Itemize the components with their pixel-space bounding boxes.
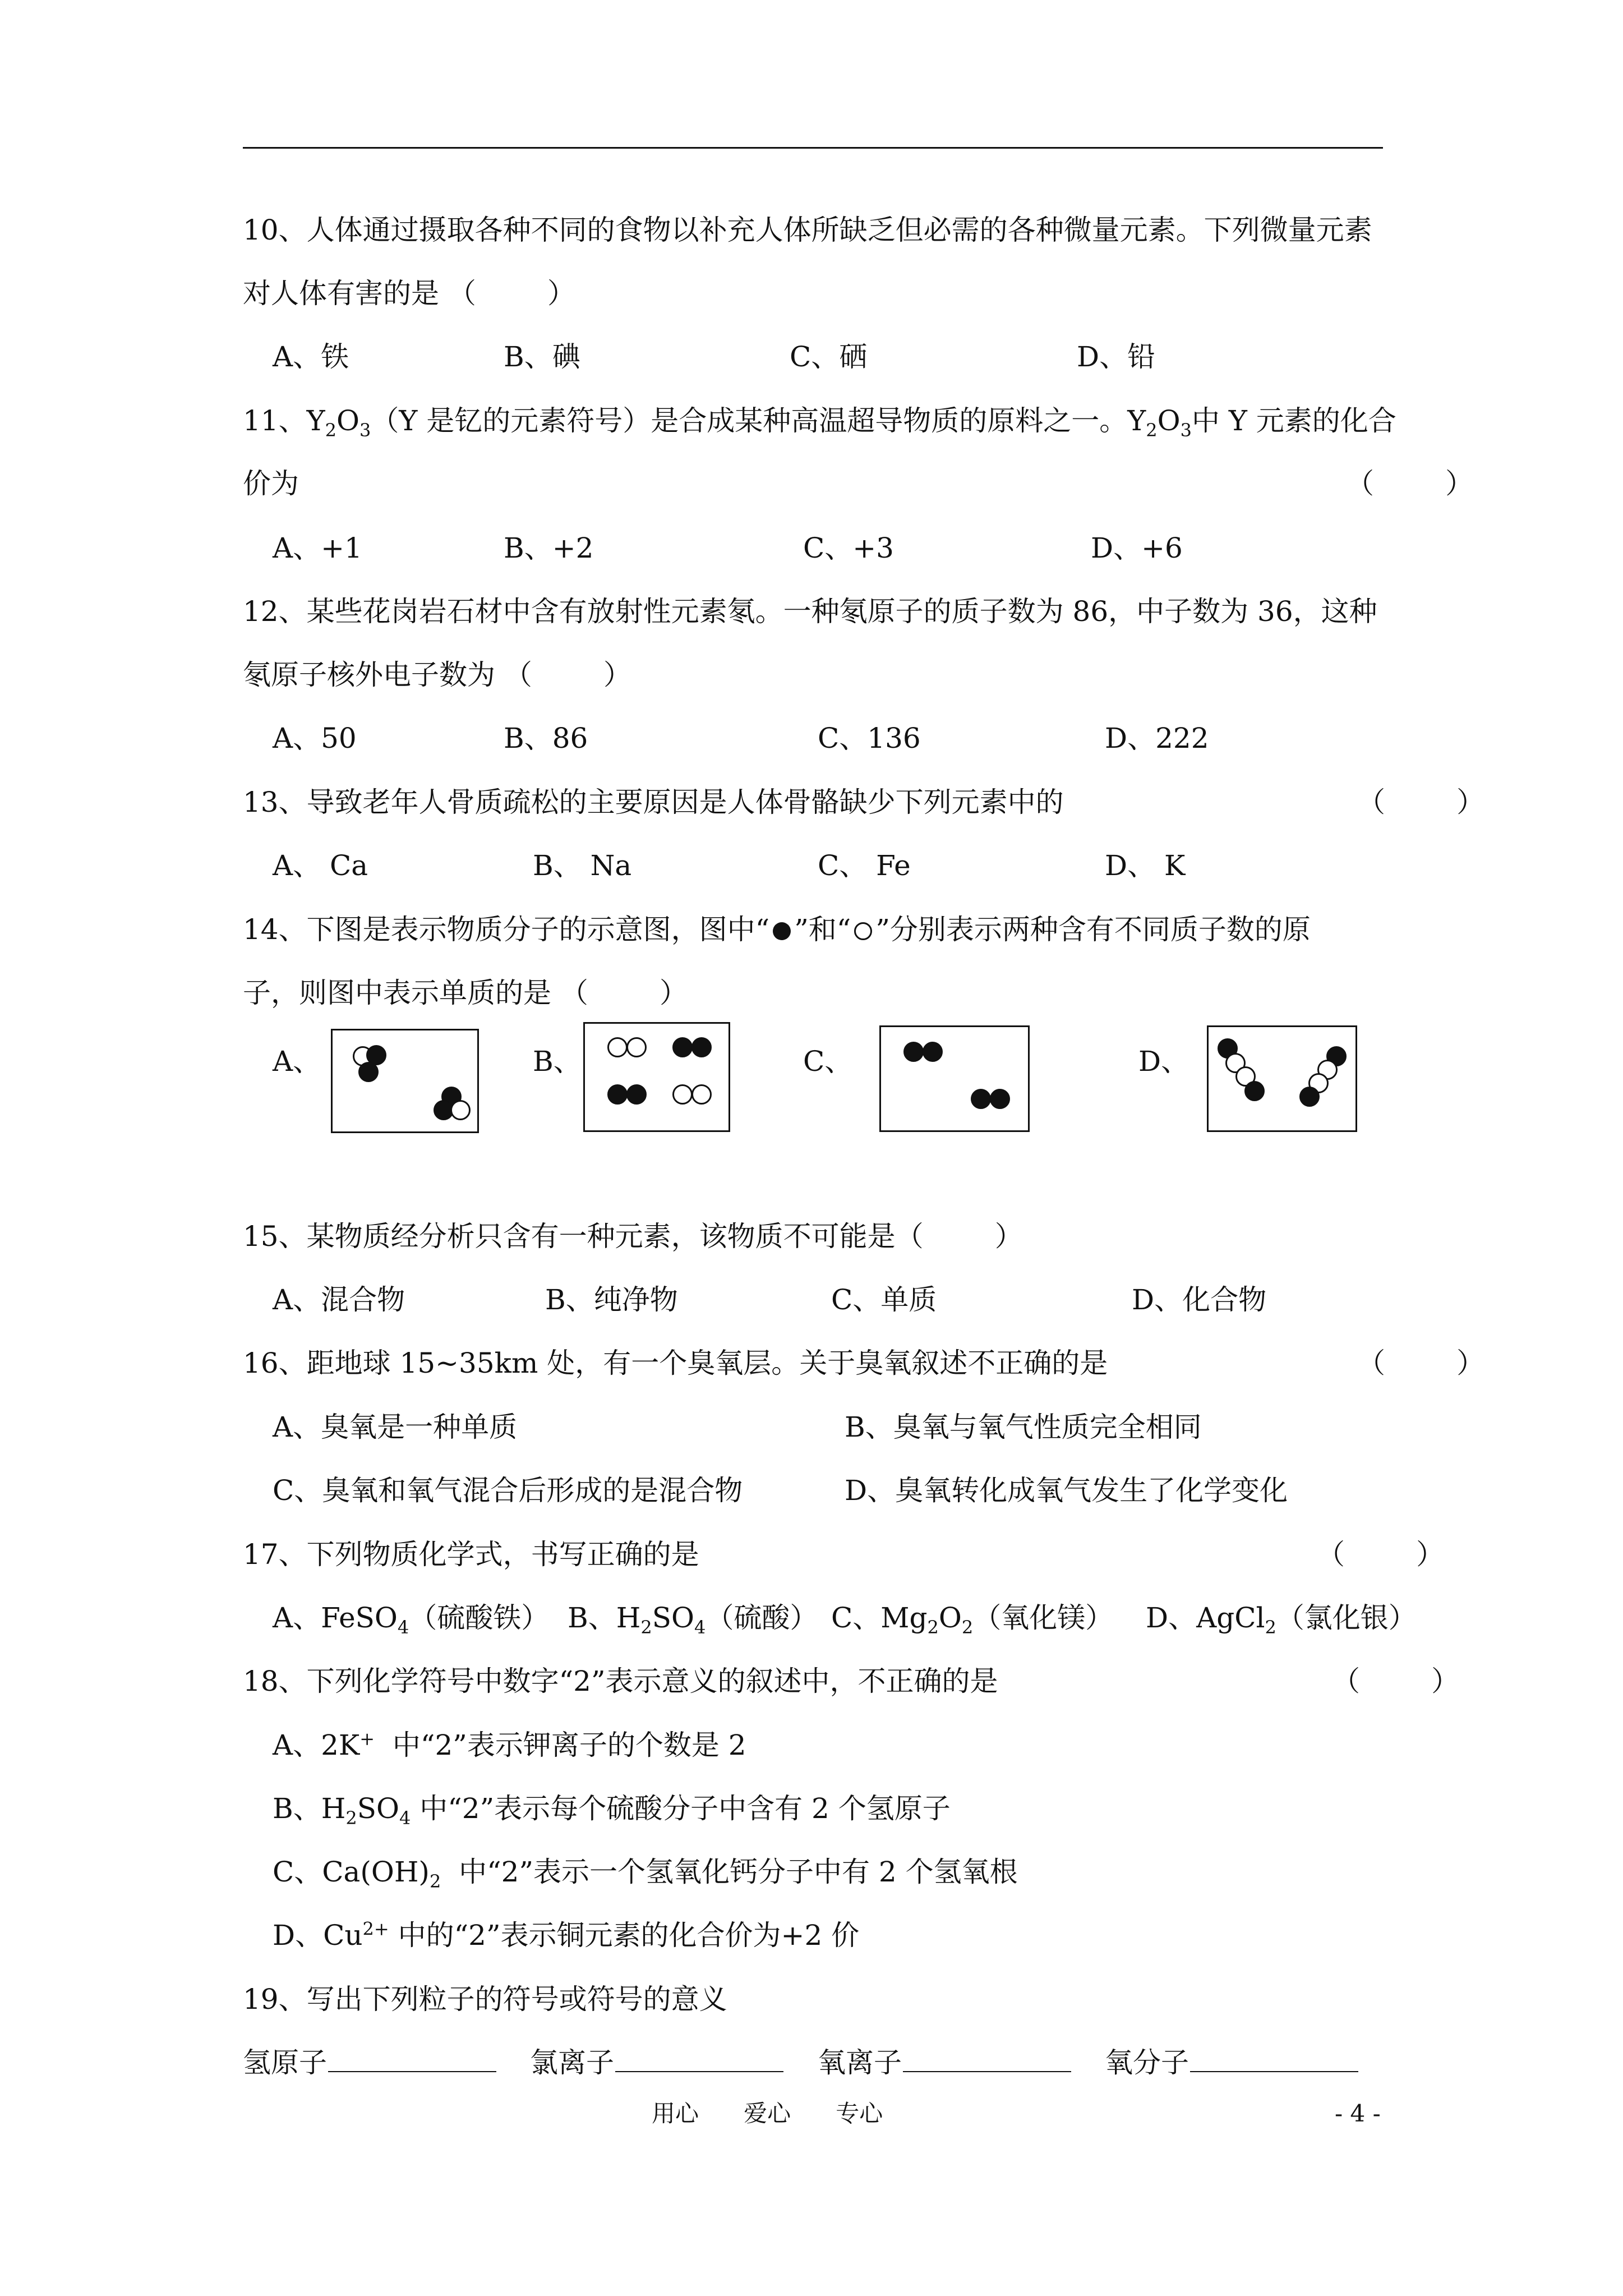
filled-atom — [672, 1037, 693, 1057]
hollow-atom-icon — [854, 922, 872, 940]
q12-line1: 12、某些花岗岩石材中含有放射性元素氡。一种氡原子的质子数为 86，中子数为 36，这种 — [243, 595, 1377, 628]
q14-diagram-c — [879, 1025, 1030, 1132]
filled-atom — [990, 1089, 1010, 1109]
q12-option-c: C、136 — [818, 722, 921, 754]
answer-blank[interactable] — [903, 2049, 1071, 2072]
filled-atom — [607, 1084, 628, 1105]
hollow-atom — [672, 1084, 693, 1105]
q10-line1: 10、人体通过摄取各种不同的食物以补充人体所缺乏但必需的各种微量元素。下列微量元素 — [243, 214, 1372, 246]
q17-option-a: A、FeSO$_4$（硫酸铁） — [273, 1602, 550, 1638]
q14-diagram-a — [331, 1029, 479, 1133]
q18-answer-paren: （ ） — [1332, 1665, 1460, 1697]
header-rule — [243, 147, 1383, 149]
q12-option-d: D、222 — [1105, 722, 1209, 754]
q14-diagram-b — [583, 1022, 730, 1132]
filled-atom — [1244, 1081, 1265, 1101]
q16-option-c: C、臭氧和氧气混合后形成的是混合物 — [273, 1474, 743, 1507]
q15-option-d: D、化合物 — [1132, 1283, 1267, 1316]
q12-option-a: A、50 — [273, 722, 357, 754]
answer-blank[interactable] — [1190, 2049, 1358, 2072]
filled-atom — [691, 1037, 712, 1057]
filled-atom — [626, 1084, 647, 1105]
q19-field-chloride-ion: 氯离子 — [530, 2045, 783, 2081]
filled-atom-icon — [773, 922, 791, 940]
q11-option-a: A、+1 — [273, 532, 362, 564]
q18-option-a: A、2K+ 中“2”表示钾离子的个数是 2 — [273, 1728, 746, 1761]
filled-atom — [358, 1062, 379, 1082]
q10-option-d: D、铅 — [1077, 341, 1156, 373]
q19-field-hydrogen-atom: 氢原子 — [243, 2045, 496, 2081]
filled-atom — [1299, 1087, 1320, 1107]
filled-atom — [903, 1042, 924, 1062]
q16-answer-paren: （ ） — [1357, 1347, 1485, 1379]
q18-option-c: C、$Ca(OH)_2$ 中“2”表示一个氢氧化钙分子中有 2 个氢氧根 — [273, 1856, 1018, 1892]
q14-line2: 子，则图中表示单质的是 （ ） — [243, 977, 688, 1009]
q15-option-a: A、混合物 — [273, 1283, 405, 1316]
q19-field-oxygen-molecule: 氧分子 — [1105, 2045, 1358, 2081]
q19-line1: 19、写出下列粒子的符号或符号的意义 — [243, 1983, 727, 2016]
hollow-atom — [450, 1100, 471, 1120]
q10-option-c: C、硒 — [790, 341, 868, 373]
q11-option-b: B、+2 — [504, 532, 594, 564]
page-number: - 4 - — [1335, 2100, 1381, 2127]
q16-option-b: B、臭氧与氧气性质完全相同 — [845, 1411, 1202, 1443]
q14-line1: 14、下图是表示物质分子的示意图，图中“ ”和“ ”分别表示两种含有不同质子数的原 — [243, 913, 1311, 946]
q17-option-d: D、AgCl$_2$（氯化银） — [1146, 1602, 1417, 1638]
q11-line1: 11、$Y_2O_3(Y$ 是钇的元素符号）是合成某种高温超导物质的原料之一。$Y_2O_3$中 Y 元素的化合 — [243, 404, 1396, 441]
answer-blank[interactable] — [328, 2049, 496, 2072]
q14-option-c: C、 — [803, 1045, 853, 1078]
q11-line2: 价为 — [243, 467, 299, 500]
q10-option-b: B、碘 — [504, 341, 580, 373]
q17-option-c: C、$Mg_2O_2$（氧化镁） — [831, 1602, 1114, 1638]
q19-field-oxide-ion: 氧离子 — [818, 2045, 1071, 2081]
q13-option-b: B、 Na — [533, 849, 632, 882]
hollow-atom — [626, 1037, 647, 1057]
q18-line1: 18、下列化学符号中数字“2”表示意义的叙述中，不正确的是 — [243, 1665, 998, 1697]
q16-option-d: D、臭氧转化成氧气发生了化学变化 — [845, 1474, 1288, 1507]
q14-diagram-d — [1207, 1025, 1357, 1132]
q16-line1: 16、距地球 15~35km 处，有一个臭氧层。关于臭氧叙述不正确的是 — [243, 1347, 1108, 1379]
q17-option-b: B、$H_2SO_4$（硫酸） — [568, 1602, 818, 1638]
answer-blank[interactable] — [615, 2049, 783, 2072]
q18-option-d: D、$Cu^{2+}$ 中的“2”表示铜元素的化合价为+2 价 — [273, 1918, 860, 1952]
q10-option-a: A、铁 — [273, 341, 349, 373]
q13-option-c: C、 Fe — [818, 849, 911, 882]
q15-option-c: C、单质 — [831, 1283, 937, 1316]
q12-line2: 氡原子核外电子数为 （ ） — [243, 659, 632, 691]
q13-answer-paren: （ ） — [1357, 786, 1485, 818]
q17-answer-paren: （ ） — [1317, 1538, 1445, 1571]
filled-atom — [971, 1089, 991, 1109]
q10-line2: 对人体有害的是 （ ） — [243, 277, 576, 310]
q14-option-a: A、 — [273, 1045, 321, 1078]
q15-option-b: B、纯净物 — [545, 1283, 678, 1316]
q17-line1: 17、下列物质化学式，书写正确的是 — [243, 1538, 699, 1571]
filled-atom — [923, 1042, 943, 1062]
footer-slogan: 用心 爱心 专心 — [652, 2100, 883, 2127]
q15-line1: 15、某物质经分析只含有一种元素，该物质不可能是（ ） — [243, 1220, 1023, 1253]
q14-option-b: B、 — [533, 1045, 582, 1078]
q11-option-d: D、+6 — [1091, 532, 1183, 564]
q11-option-c: C、+3 — [803, 532, 894, 564]
q16-option-a: A、臭氧是一种单质 — [273, 1411, 518, 1443]
hollow-atom — [607, 1037, 628, 1057]
q18-option-b: B、$H_2SO_4$ 中“2”表示每个硫酸分子中含有 2 个氢原子 — [273, 1792, 951, 1829]
q12-option-b: B、86 — [504, 722, 588, 754]
q11-answer-paren: （ ） — [1346, 467, 1474, 500]
q13-line1: 13、导致老年人骨质疏松的主要原因是人体骨骼缺少下列元素中的 — [243, 786, 1064, 818]
hollow-atom — [691, 1084, 712, 1105]
q14-option-d: D、 — [1138, 1045, 1189, 1078]
q13-option-a: A、 Ca — [273, 849, 368, 882]
q13-option-d: D、 K — [1105, 849, 1186, 882]
